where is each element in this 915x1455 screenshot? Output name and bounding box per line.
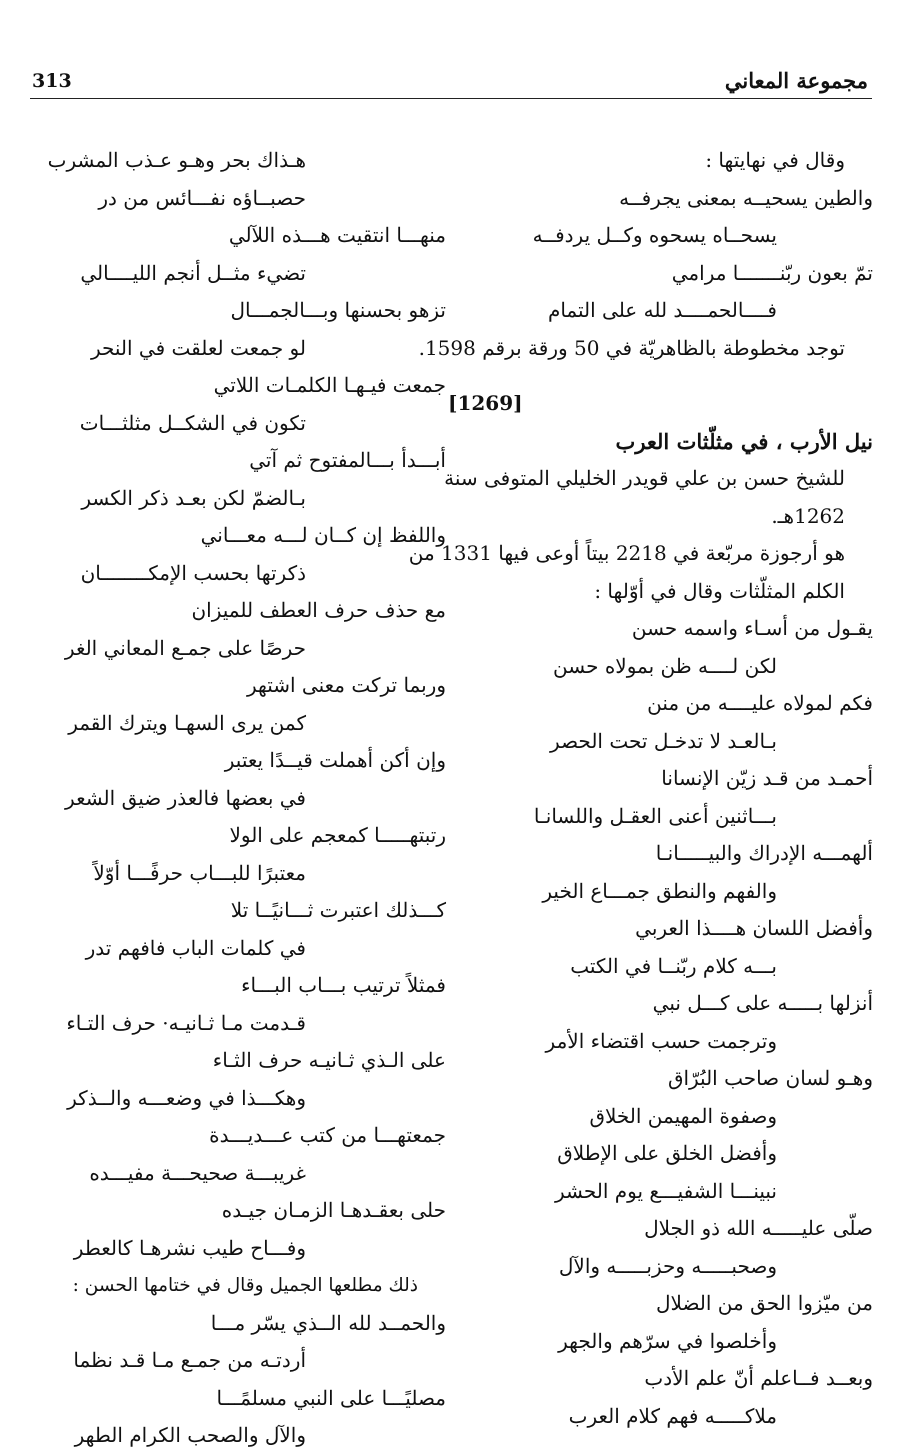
right-column	[408, 142, 873, 1435]
text-line: وهكـــذا في وضعـــه والــذكر	[67, 1085, 306, 1110]
text-line: في بعضها فالعذر ضيق الشعر	[65, 785, 306, 810]
text-line: وصفوة المهيمن الخلاق	[589, 1103, 777, 1128]
text-line: للشيخ حسن بن علي قويدر الخليلي المتوفى سنة	[444, 466, 845, 490]
text-line: حرصًا على جمـع المعاني الغر	[64, 635, 306, 660]
text-line: وأفضل اللسان هــــذا العربي	[635, 916, 873, 940]
text-line: تكون في الشكــل مثلثـــات	[79, 410, 306, 435]
entry-number: [1269]	[448, 391, 523, 415]
text-line: مع حذف حرف العطف للميزان	[191, 598, 446, 622]
text-line: أنزلها بـــــه على كـــل نبي	[652, 991, 873, 1015]
text-line: ألهمـــه الإدراك والبيـــــانـا	[655, 841, 873, 865]
text-line: جمعت فيـهـا الكلمـات اللاتي	[213, 373, 446, 397]
text-line: وصحبـــــه وحزبـــــه والآل	[558, 1253, 777, 1278]
text-line: والآل والصحب الكرام الطهر	[74, 1423, 306, 1447]
text-line: وهـو لسان صاحب البُرّاق	[667, 1066, 873, 1090]
text-line: غريبـــة صحيحـــة مفيـــده	[89, 1160, 306, 1185]
text-line: بـالعـد لا تدخـل تحت الحصر	[550, 728, 777, 753]
text-line: توجد مخطوطة بالظاهريّة في 50 ورقة برقم 1598.	[418, 335, 845, 360]
text-line: من ميّزوا الحق من الضلال	[655, 1291, 873, 1315]
text-line: وقال في نهايتها :	[705, 148, 845, 172]
text-line: على الـذي ثـانيـه حرف الثـاء	[212, 1048, 446, 1072]
text-line: وربما تركت معنى اشتهر	[246, 673, 446, 697]
text-line: حصبــاؤه نفـــائس من در	[98, 185, 306, 210]
text-line: فمثلاً ترتيب بـــاب البـــاء	[241, 973, 446, 997]
text-line: حلى بعقـدهـا الزمـان جيـده	[221, 1198, 446, 1222]
text-line: بـــه كلام ربّنــا في الكتب	[570, 953, 777, 978]
text-line: يسحــاه يسحوه وكــل يردفــه	[532, 223, 777, 247]
text-line: واللفظ إن كــان لـــه معـــاني	[200, 523, 446, 547]
text-line: كمن يرى السهـا ويترك القمر	[68, 710, 306, 735]
text-line: كـــذلك اعتبرت ثـــانيًــا تلا	[230, 898, 446, 922]
text-line: قـدمت مـا ثـانيـه· حرف التـاء	[66, 1010, 306, 1035]
text-line: أبـــدأ بـــالمفتوح ثم آتي	[249, 448, 446, 472]
text-line: نبينـــا الشفيـــع يوم الحشر	[554, 1178, 777, 1203]
text-line	[448, 367, 873, 385]
text-line: والطين يسحيــه بمعنى يجرفــه	[619, 185, 873, 210]
text-line: تضيء مثــل أنجم الليــــالي	[80, 260, 306, 285]
text-line: والحمــد لله الــذي يسّر مـــا	[210, 1310, 446, 1335]
text-line: وأخلصوا في سرّهم والجهر	[558, 1328, 777, 1353]
text-line: ملاكـــــه فهم كلام العرب	[568, 1403, 777, 1428]
text-line: أحمـد من قـد زيّن الإنسانا	[661, 766, 873, 790]
text-line: في كلمات الباب فافهم تدر	[85, 935, 306, 960]
left-column	[28, 142, 446, 1455]
text-line: ذكرتها بحسب الإمكــــــــان	[80, 560, 306, 585]
text-line: معتبرًا للبـــاب حرفًـــا أوّلاً	[93, 860, 306, 885]
page-number: 313	[32, 70, 72, 92]
text-line: والفهم والنطق جمـــاع الخير	[542, 878, 777, 903]
text-line: فــــالحمــــد لله على التمام	[547, 298, 777, 322]
text-line: تمّ بعون ربّنـــــــا مرامي	[671, 260, 873, 285]
text-line: وبعــد فــاعلم أنّ علم الأدب	[644, 1366, 873, 1390]
text-line: صلّى عليـــــه الله ذو الجلال	[644, 1216, 873, 1240]
text-line: يقـول من أسـاء واسمه حسن	[631, 616, 873, 640]
text-line: وأفضل الخلق على الإطلاق	[557, 1141, 777, 1165]
text-line: هو أرجوزة مربّعة في 2218 بيتاً أوعى فيها 1331 من	[408, 541, 845, 565]
text-line: ذلك مطلعها الجميل وقال في ختامها الحسن :	[72, 1275, 418, 1296]
text-line: وإن أكن أهملت قيــدًا يعتبر	[224, 748, 446, 772]
text-line: 1262هـ.	[771, 503, 845, 528]
text-line: جمعتهـــا من كتب عـــديـــدة	[209, 1123, 446, 1147]
text-line: رتبتهـــــا كمعجم على الولا	[229, 823, 446, 847]
entry-title: نيل الأرب ، في مثلّثات العرب	[615, 428, 873, 454]
running-title: مجموعة المعاني	[724, 68, 868, 93]
text-line: مصليًـــا على النبي مسلمًـــا	[216, 1385, 446, 1410]
text-line: أردتـه من جمـع مـا قـد نظما	[73, 1348, 306, 1372]
text-line: بـــاثنين أعنى العقـل واللسانـا	[533, 803, 777, 828]
text-line: بـالضمّ لكن بعـد ذكر الكسر	[81, 485, 306, 510]
page-header	[30, 60, 872, 99]
text-line: تزهو بحسنها وبـــالجمـــال	[230, 298, 446, 322]
text-line: الكلم المثلّثات وقال في أوّلها :	[594, 578, 845, 603]
text-line: منهـــا انتقيت هـــذه اللآلي	[228, 223, 446, 247]
text-line: وفـــاح طيب نشرهـا كالعطر	[73, 1235, 306, 1260]
text-line: هـذاك بحر وهـو عـذب المشرب	[47, 148, 306, 172]
text-line: فكم لمولاه عليــــه من منن	[647, 691, 873, 715]
text-line: لكن لــــه ظن بمولاه حسن	[553, 653, 777, 678]
text-line: لو جمعت لعلقت في النحر	[90, 335, 306, 360]
text-line: وترجمت حسب اقتضاء الأمر	[545, 1028, 777, 1053]
